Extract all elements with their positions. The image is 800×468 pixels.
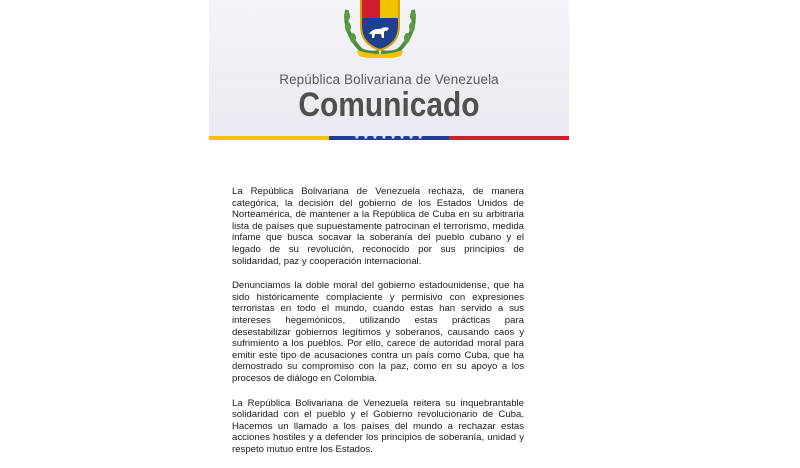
flag-stripe [209, 136, 569, 140]
paragraph-1: La República Bolivariana de Venezuela rechaza, de manera categórica, la decisión del gobierno de los Estados Unidos de Norteamérica, de mantener a la República de Cuba en su arbitraria lista de países que supuestamente patrocinan el terrorismo, medida infame que busca socavar la soberanía del pueblo cubano y el legado de su revolución, reconocido por sus principios de solidaridad, paz y cooperación internacional. [232, 186, 524, 267]
flag-yellow-band [209, 136, 329, 140]
paragraph-2: Denunciamos la doble moral del gobierno estadounidense, que ha sido históricamente complaciente y permisivo con expresiones terroristas en todo el mundo, cuando estas han servido a sus intereses hegemónicos, utilizando estas prácticas para desestabilizar gobiernos legítimos y soberanos, causando caos y sufrimiento a los pueblos. Por ello, carece de autoridad moral para emitir este tipo de acusaciones contra un país como Cuba, que ha demostrado su compromiso con la paz, como en su apoyo a los procesos de diálogo en Colombia. [232, 280, 524, 384]
coat-of-arms-icon [339, 0, 421, 58]
flag-blue-band [329, 136, 449, 140]
page-title: Comunicado [298, 86, 480, 124]
communique-body [232, 186, 524, 468]
stars-icon: ★ ★ ★ ★ ★ ★ ★ ★ [354, 135, 424, 141]
republic-name: República Bolivariana de Venezuela [279, 72, 499, 87]
flag-red-band [449, 136, 569, 140]
paragraph-3: La República Bolivariana de Venezuela reitera su inquebrantable solidaridad con el pueblo y el Gobierno revolucionario de Cuba. Hacemos un llamado a los países del mundo a rechazar estas acciones hostiles y a defender los principios de soberanía, unidad y respeto mutuo entre los Estados. [232, 397, 524, 455]
